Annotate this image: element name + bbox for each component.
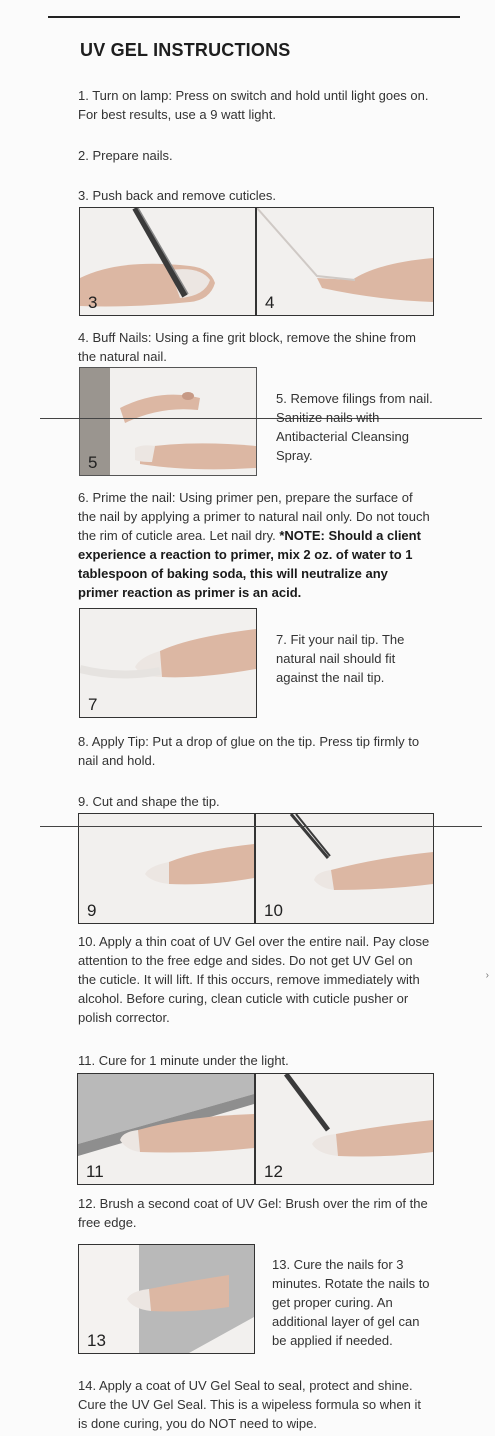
photo-step-5 xyxy=(79,367,257,476)
photo-step-12 xyxy=(255,1073,434,1185)
photo-number-11: 11 xyxy=(86,1162,104,1181)
step-12-text: 12. Brush a second coat of UV Gel: Brush over the rim of the free edge. xyxy=(78,1196,428,1230)
step-7-text: 7. Fit your nail tip. The natural nail should fit against the nail tip. xyxy=(276,632,405,685)
photo-step-9 xyxy=(78,813,255,924)
step-11-text: 11. Cure for 1 minute under the light. xyxy=(78,1053,289,1068)
step-6-text xyxy=(78,488,430,602)
margin-mark: › xyxy=(485,970,489,981)
step-10-text: 10. Apply a thin coat of UV Gel over the entire nail. Pay close attention to the free edge and sides. Do not get UV Gel on the cuticle. It will lift. If this occurs, remove immediately with alcohol. Before curing, clean cuticle with cuticle pusher or polish corrector. xyxy=(78,934,430,1025)
step-2-text: 2. Prepare nails. xyxy=(78,148,173,163)
photo-number-9: 9 xyxy=(87,901,97,920)
step-8-text: 8. Apply Tip: Put a drop of glue on the tip. Press tip firmly to nail and hold. xyxy=(78,734,420,768)
photo-step-4 xyxy=(256,207,434,316)
photo-number-3: 3 xyxy=(88,293,98,312)
step-4-text: 4. Buff Nails: Using a fine grit block, remove the shine from the natural nail. xyxy=(78,330,416,364)
photo-number-5: 5 xyxy=(88,453,98,472)
top-rule xyxy=(48,16,460,18)
photo-step-10 xyxy=(255,813,434,924)
photo-number-7: 7 xyxy=(88,695,98,714)
step-1-text: 1. Turn on lamp: Press on switch and hold until light goes on. For best results, use a 9 watt light. xyxy=(78,88,429,122)
step-13-text: 13. Cure the nails for 3 minutes. Rotate the nails to get proper curing. An additional layer of gel can be applied if needed. xyxy=(272,1257,430,1348)
photo-number-12: 12 xyxy=(264,1162,283,1181)
step-5-text: 5. Remove filings from nail. Sanitize nails with Antibacterial Cleansing Spray. xyxy=(276,391,433,463)
photo-step-13 xyxy=(78,1244,255,1354)
step-9-text: 9. Cut and shape the tip. xyxy=(78,794,220,809)
photo-number-4: 4 xyxy=(265,293,275,312)
scan-line-2 xyxy=(40,826,482,827)
photo-number-10: 10 xyxy=(264,901,283,920)
photo-number-13: 13 xyxy=(87,1331,106,1350)
photo-step-7 xyxy=(79,608,257,718)
step-14-text: 14. Apply a coat of UV Gel Seal to seal, protect and shine. Cure the UV Gel Seal. This is a wipeless formula so when it is done curing, you do NOT need to wipe. xyxy=(78,1378,421,1431)
step-3-text: 3. Push back and remove cuticles. xyxy=(78,188,276,203)
step-6-instructions: 6. Prime the nail: Using primer pen, prepare the surface of the nail by applying a primer to natural nail only. Do not touch the rim of cuticle area. Let nail dry. xyxy=(78,490,430,543)
page-title: UV GEL INSTRUCTIONS xyxy=(80,40,291,60)
step-6-note: *NOTE: Should a client experience a reaction to primer, mix 2 oz. of water to 1 tablespoon of baking soda, this will neutralize any primer reaction as primer is an acid. xyxy=(78,528,421,600)
photo-step-11 xyxy=(77,1073,255,1185)
photo-step-3 xyxy=(79,207,256,316)
